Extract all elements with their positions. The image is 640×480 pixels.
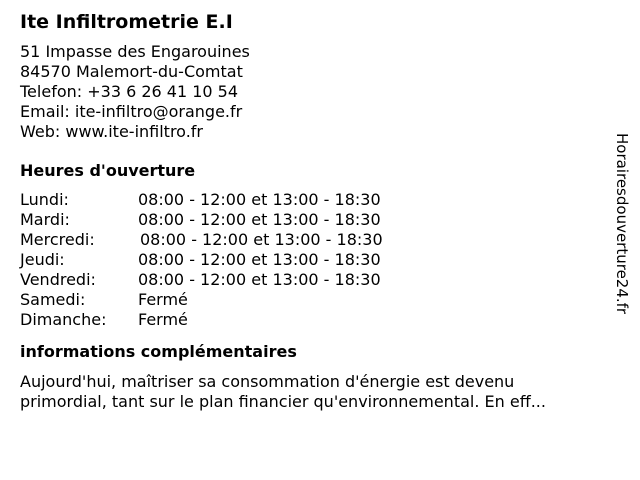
street-address: 51 Impasse des Engarouines	[20, 42, 250, 61]
additional-info-text	[20, 372, 600, 412]
day-label: Lundi:	[20, 190, 69, 209]
contact-block	[20, 42, 600, 142]
day-label: Mardi:	[20, 210, 70, 229]
phone-line: Telefon: +33 6 26 41 10 54	[20, 82, 239, 101]
business-name: Ite Infiltrometrie E.I	[20, 11, 233, 33]
hours-row-tuesday	[20, 210, 600, 230]
info-text-line: primordial, tant sur le plan financier qu'environnemental. En eff...	[20, 392, 546, 411]
opening-hours-table	[20, 190, 600, 330]
hours-row-sunday	[20, 310, 600, 330]
day-label: Dimanche:	[20, 310, 107, 329]
day-label: Vendredi:	[20, 270, 96, 289]
time-value: Fermé	[138, 290, 188, 309]
day-label: Samedi:	[20, 290, 86, 309]
site-watermark: Horairesdouverture24.fr	[613, 133, 631, 315]
opening-hours-heading: Heures d'ouverture	[20, 161, 196, 180]
hours-row-saturday	[20, 290, 600, 310]
time-value: 08:00 - 12:00 et 13:00 - 18:30	[138, 190, 381, 209]
day-label: Mercredi:	[20, 230, 95, 249]
email-line: Email: ite-infiltro@orange.fr	[20, 102, 243, 121]
hours-row-monday	[20, 190, 600, 210]
time-value: 08:00 - 12:00 et 13:00 - 18:30	[138, 270, 381, 289]
time-value: 08:00 - 12:00 et 13:00 - 18:30	[138, 210, 381, 229]
postal-city: 84570 Malemort-du-Comtat	[20, 62, 243, 81]
hours-row-wednesday	[20, 230, 600, 250]
business-card	[20, 10, 600, 412]
day-label: Jeudi:	[20, 250, 65, 269]
info-text-line: Aujourd'hui, maîtriser sa consommation d'énergie est devenu	[20, 372, 515, 391]
hours-row-thursday	[20, 250, 600, 270]
additional-info-heading: informations complémentaires	[20, 342, 297, 361]
hours-row-friday	[20, 270, 600, 290]
time-value: Fermé	[138, 310, 188, 329]
web-line: Web: www.ite-infiltro.fr	[20, 122, 203, 141]
time-value: 08:00 - 12:00 et 13:00 - 18:30	[140, 230, 383, 249]
time-value: 08:00 - 12:00 et 13:00 - 18:30	[138, 250, 381, 269]
